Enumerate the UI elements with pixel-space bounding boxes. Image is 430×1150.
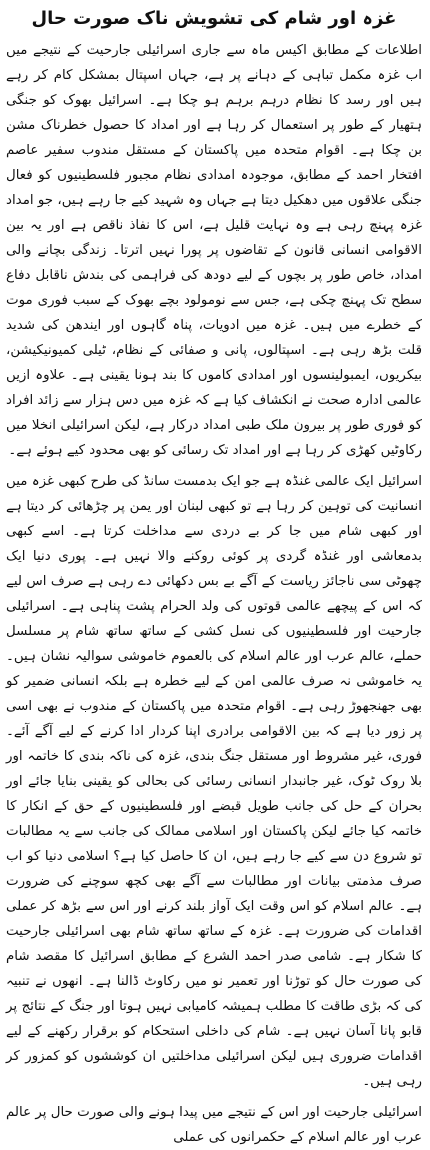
- article-paragraph: اطلاعات کے مطابق اکیس ماہ سے جاری اسرائیلی جارحیت کے نتیجے میں اب غزہ مکمل تباہی کے دہانے پر ہے، جہاں اسپتال بمشکل کام کر رہے ہیں اور رسد کا نظام درہم برہم ہو چکا ہے۔ اسرائیل بھوک کو جنگی ہتھیار کے طور پر استعمال کر رہا ہے اور امداد کا حصول خطرناک مشن بن چکا ہے۔ اقوام متحدہ میں پاکستان کے مستقل مندوب سفیر عاصم افتخار احمد کے مطابق، موجودہ امدادی نظام مجبور فلسطینیوں کو فعال جنگی علاقوں میں دھکیل دیتا ہے جہاں وہ شہید کیے جا رہے ہیں، جو امداد غزہ پہنچ رہی ہے وہ نہایت قلیل ہے، اس کا نفاذ ناقص ہے اور یہ بین الاقوامی انسانی قانون کے تقاضوں پر پورا نہیں اترتا۔ زندگی بچانے والی امداد، خاص طور پر بچوں کے لیے دودھ کی فراہمی کی بندش ناقابل دفاع سطح تک پہنچ چکی ہے، جس سے نومولود بچے بھوک کے سبب فوری موت کے خطرے میں ہیں۔ غزہ میں ادویات، پناہ گاہوں اور ایندھن کی شدید قلت بڑھ رہی ہے۔ اسپتالوں، پانی و صفائی کے نظام، ٹیلی کمیونیکیشن، بیکریوں، ایمبولینسوں اور امدادی کاموں کا بند ہونا یقینی ہے۔ علاوہ ازیں عالمی ادارہ صحت نے انکشاف کیا ہے کہ غزہ میں دس ہزار سے زائد افراد کو فوری طور پر بیرون ملک طبی امداد درکار ہے، لیکن اسرائیلی انخلا میں رکاوٹیں کھڑی کر رہا ہے اور امداد تک رسائی کو بھی محدود کیے ہوئے ہے۔: [6, 43, 422, 458]
- article-paragraph: اسرائیل ایک عالمی غنڈہ ہے جو ایک بدمست سانڈ کی طرح کبھی غزہ میں انسانیت کی توہین کر رہا ہے تو کبھی لبنان اور یمن پر چڑھائی کر دیتا ہے اور کبھی شام میں جا کر بے دردی سے مداخلت کرتا ہے۔ اسے کبھی بدمعاشی اور غنڈہ گردی پر کوئی روکنے والا نہیں ہے۔ پوری دنیا ایک چھوٹی سی ناجائز ریاست کے آگے بے بس دکھائی دے رہی ہے صرف اس لیے کہ اس کے پیچھے عالمی قوتوں کی ولد الحرام پشت پناہی ہے۔ اسرائیلی جارحیت اور فلسطینیوں کی نسل کشی کے ساتھ ساتھ شام پر مسلسل حملے، عالم عرب اور عالم اسلام کی بالعموم خاموشی سوالیہ نشان ہیں۔ یہ خاموشی نہ صرف عالمی امن کے لیے خطرہ ہے بلکہ انسانی ضمیر کو بھی جھنجھوڑ رہی ہے۔ اقوام متحدہ میں پاکستان کے مندوب نے بھی اسی پر زور دیا ہے کہ بین الاقوامی برادری اپنا کردار ادا کرنے کے لیے آگے آئے۔ فوری، غیر مشروط اور مستقل جنگ بندی، غزہ کی ناکہ بندی کا خاتمہ اور بلا روک ٹوک، غیر جانبدار انسانی رسائی کی بحالی کو یقینی بنایا جائے اور بحران کے حل کی جانب طویل قبضے اور فلسطینیوں کے حق کے انکار کا خاتمہ کیا جائے لیکن پاکستان اور اسلامی ممالک کی جانب سے یہ مطالبات تو شروع دن سے کیے جا رہے ہیں، ان کا حاصل کیا ہے؟ اسلامی دنیا کو اب صرف مذمتی بیانات اور مطالبات سے آگے بھی کچھ سوچنے کی ضرورت ہے۔ عالم اسلام کو اس وقت ایک آواز بلند کرنے اور اس سے بڑھ کر عملی اقدامات کی ضرورت ہے۔ غزہ کے ساتھ ساتھ شام بھی اسرائیلی جارحیت کا شکار ہے۔ شامی صدر احمد الشرع کے مطابق اسرائیل کا مقصد شام کی صورت حال کو توڑنا اور تعمیر نو میں رکاوٹ ڈالنا ہے۔ انھوں نے تنبیہ کی کہ بڑی طاقت کا مطلب ہمیشہ کامیابی نہیں ہوتا اور جنگ کے نتائج پر قابو پانا آسان نہیں ہے۔ شام کی داخلی استحکام کو برقرار رکھنے کے لیے اقدامات ضروری ہیں لیکن اسرائیلی مداخلتیں ان کوششوں کو کمزور کر رہی ہیں۔: [6, 474, 422, 1089]
- article-paragraph: اسرائیلی جارحیت اور اس کے نتیجے میں پیدا ہونے والی صورت حال پر عالم عرب اور عالم اسلام کے حکمرانوں کی عملی: [6, 1105, 422, 1145]
- article-title: غزہ اور شام کی تشویش ناک صورت حال: [31, 8, 397, 29]
